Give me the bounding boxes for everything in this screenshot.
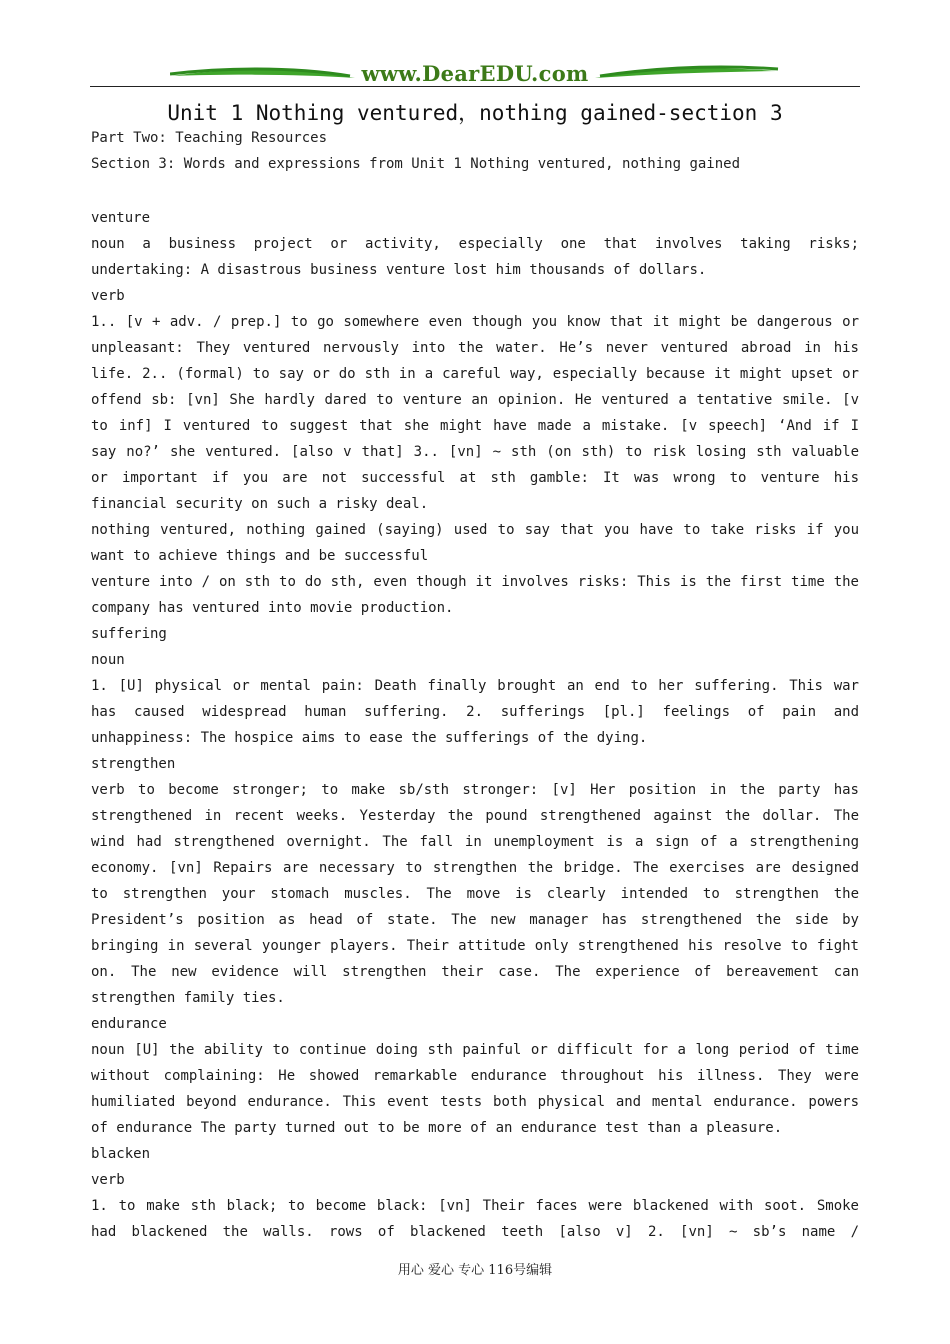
header-divider xyxy=(90,86,860,87)
body-line: verb to become stronger; to make sb/sth stronger: [v] Her position in the party has xyxy=(91,782,859,798)
body-line: strengthened in recent weeks. Yesterday the pound strengthened against the dollar. The xyxy=(91,808,859,824)
body-line: economy. [vn] Repairs are necessary to strengthen the bridge. The exercises are designed xyxy=(91,860,859,876)
body-line: unpleasant: They ventured nervously into the water. He’s never ventured abroad in his xyxy=(91,340,859,356)
body-line: noun [U] the ability to continue doing sth painful or difficult for a long period of time xyxy=(91,1042,859,1058)
part-of-speech: noun xyxy=(91,652,125,668)
section-heading: Section 3: Words and expressions from Unit 1 Nothing ventured, nothing gained xyxy=(91,156,741,172)
part-of-speech: verb xyxy=(91,1172,125,1188)
body-line: offend sb: [vn] She hardly dared to venture an opinion. He ventured a tentative smile. [v xyxy=(91,392,859,408)
body-line: strengthen family ties. xyxy=(91,990,285,1006)
body-line: 1. to make sth black; to become black: [vn] Their faces were blackened with soot. Smoke xyxy=(91,1198,859,1214)
site-name: www.DearEDU.com xyxy=(361,61,589,86)
body-line: or important if you are not successful at sth gamble: It was wrong to venture his xyxy=(91,470,859,486)
part-of-speech: verb xyxy=(91,288,125,304)
body-line: 1. [U] physical or mental pain: Death finally brought an end to her suffering. This war xyxy=(91,678,859,694)
body-line: President’s position as head of state. The new manager has strengthened the side by xyxy=(91,912,859,928)
body-line: nothing ventured, nothing gained (saying) used to say that you have to take risks if you xyxy=(91,522,859,538)
body-line: had blackened the walls. rows of blackened teeth [also v] 2. [vn] ~ sb’s name / xyxy=(91,1224,859,1240)
body-line: want to achieve things and be successful xyxy=(91,548,429,564)
entry-word: blacken xyxy=(91,1146,151,1162)
body-line: 1.. [v + adv. / prep.] to go somewhere even though you know that it might be dangerous or xyxy=(91,314,859,330)
body-line: to strengthen your stomach muscles. The move is clearly intended to strengthen the xyxy=(91,886,859,902)
body-line: of endurance The party turned out to be more of an endurance test than a pleasure. xyxy=(91,1120,783,1136)
page-header xyxy=(90,58,860,90)
entry-word: suffering xyxy=(91,626,167,642)
page-footer: 用心 爱心 专心 116号编辑 xyxy=(397,1263,553,1278)
entry-word: strengthen xyxy=(91,756,176,772)
body-line: unhappiness: The hospice aims to ease the sufferings of the dying. xyxy=(91,730,648,746)
body-line: humiliated beyond endurance. This event tests both physical and mental endurance. powers xyxy=(91,1094,859,1110)
body-line: to inf] I ventured to suggest that she might have made a mistake. [v speech] ‘And if I xyxy=(91,418,859,434)
body-line: life. 2.. (formal) to say or do sth in a careful way, especially because it might upset or xyxy=(91,366,859,382)
entry-word: endurance xyxy=(91,1016,167,1032)
document-body xyxy=(91,205,859,1245)
body-line: venture into / on sth to do sth, even though it involves risks: This is the first time the xyxy=(91,574,859,590)
body-line: company has ventured into movie production. xyxy=(91,600,454,616)
body-line: without complaining: He showed remarkable endurance throughout his illness. They were xyxy=(91,1068,859,1084)
part-heading: Part Two: Teaching Resources xyxy=(91,130,328,146)
body-line: financial security on such a risky deal. xyxy=(91,496,429,512)
body-line: on. The new evidence will strengthen their case. The experience of bereavement can xyxy=(91,964,859,980)
body-line: has caused widespread human suffering. 2. sufferings [pl.] feelings of pain and xyxy=(91,704,859,720)
body-line: bringing in several younger players. Their attitude only strengthened his resolve to fight xyxy=(91,938,859,954)
body-line: wind had strengthened overnight. The fall in unemployment is a sign of a strengthening xyxy=(91,834,859,850)
entry-word: venture xyxy=(91,210,151,226)
body-line: say no?’ she ventured. [also v that] 3.. [vn] ~ sth (on sth) to risk losing sth valuable xyxy=(91,444,859,460)
body-line: undertaking: A disastrous business venture lost him thousands of dollars. xyxy=(91,262,707,278)
body-line: noun a business project or activity, especially one that involves taking risks; xyxy=(91,236,859,252)
page-title: Unit 1 Nothing ventured，nothing gained-section 3 xyxy=(167,101,783,125)
